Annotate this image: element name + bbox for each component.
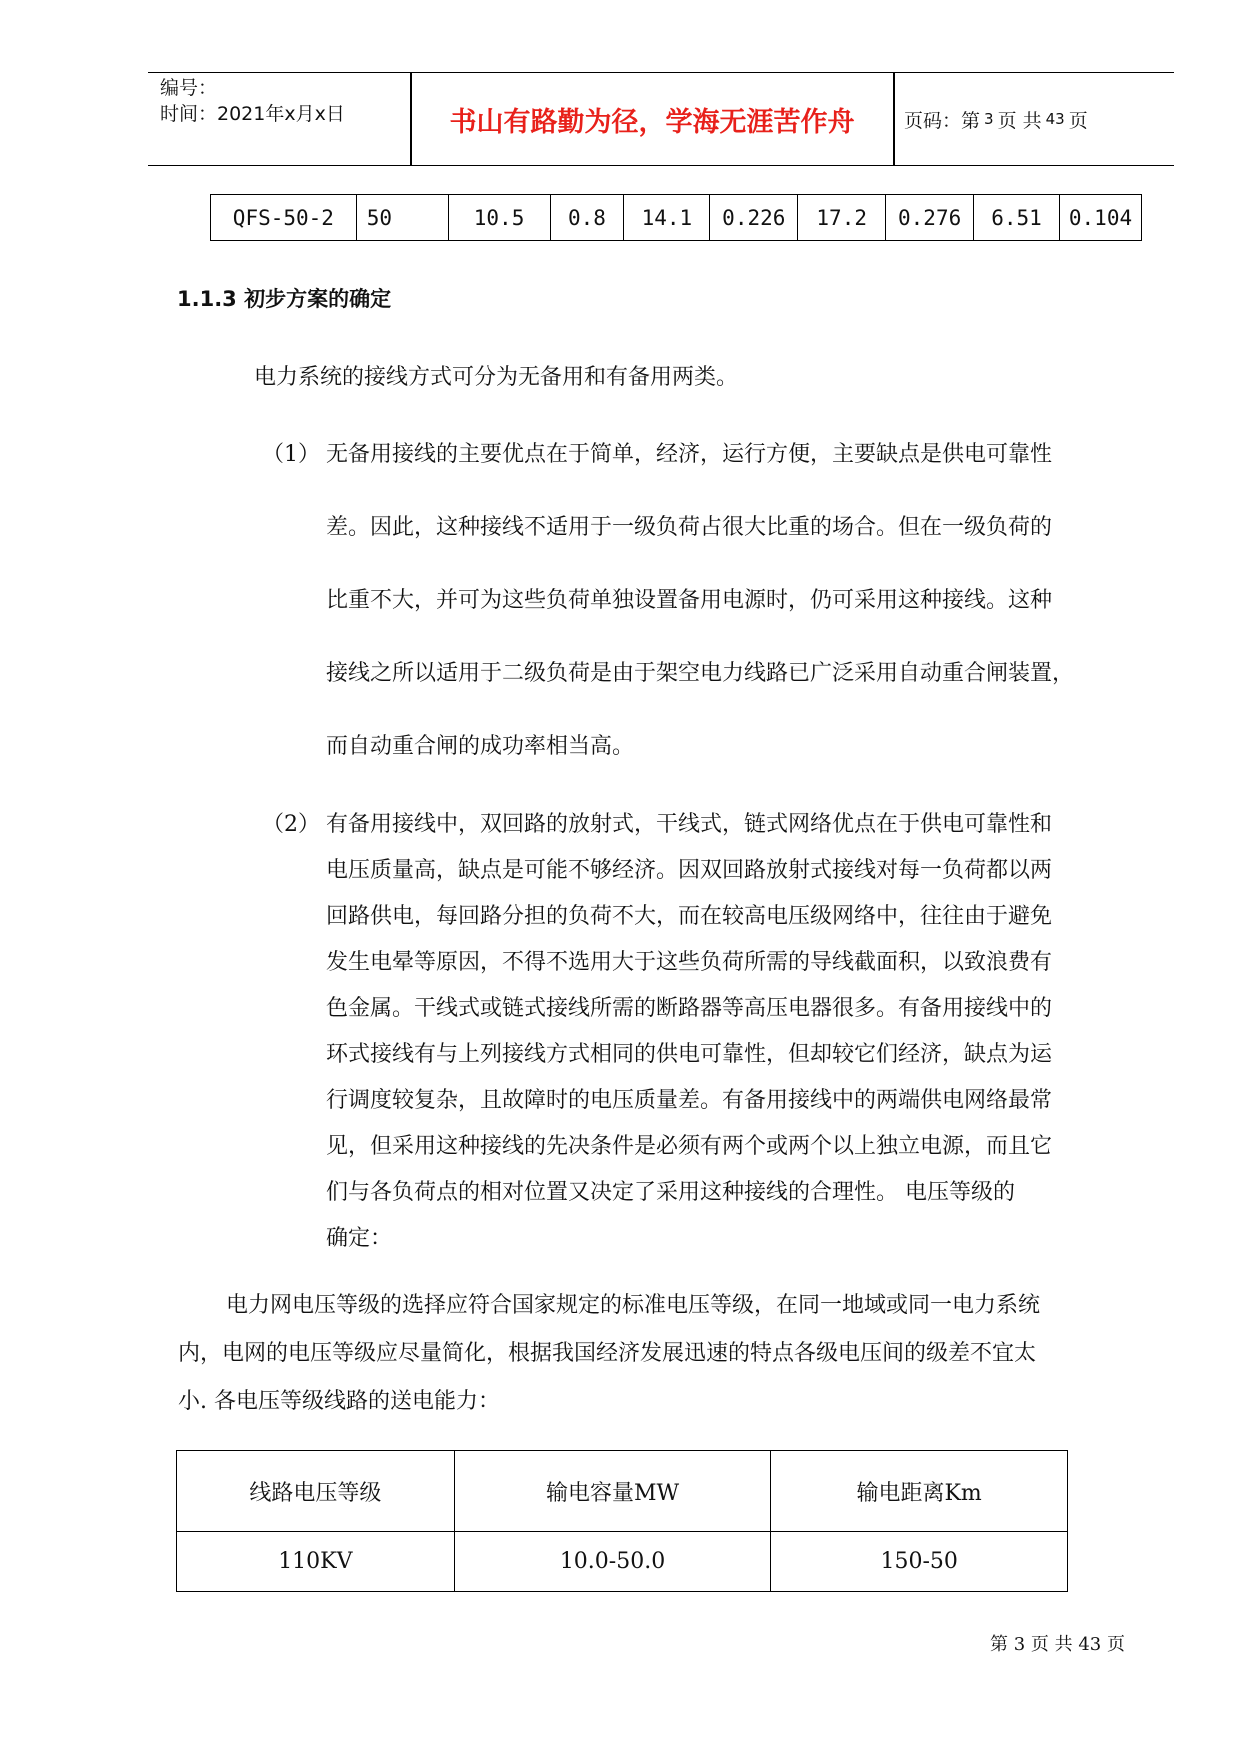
table-cell: 17.2	[798, 195, 886, 241]
header-page-info	[904, 73, 1169, 165]
item1-line: 无备用接线的主要优点在于简单，经济，运行方便，主要缺点是供电可靠性	[326, 442, 1053, 467]
item2-line: 确定：	[326, 1226, 393, 1251]
table-cell: 110KV	[177, 1532, 455, 1592]
item2-line: 发生电晕等原因，不得不选用大于这些负荷所需的导线截面积，以致浪费有	[326, 950, 1053, 975]
voltage-paragraph-line: 小. 各电压等级线路的送电能力：	[178, 1389, 500, 1414]
page-suffix: 页	[1068, 109, 1088, 132]
section-heading: 1.1.3 初步方案的确定	[177, 287, 392, 311]
time-label: 时间：2021年x月x日	[160, 103, 345, 125]
voltage-paragraph-line: 电力网电压等级的选择应符合国家规定的标准电压等级，在同一地域或同一电力系统	[226, 1293, 1041, 1318]
item2-line: 们与各负荷点的相对位置又决定了采用这种接线的合理性。 电压等级的	[326, 1180, 1015, 1205]
item1-line: 接线之所以适用于二级负荷是由于架空电力线路已广泛采用自动重合闸装置，	[326, 661, 1075, 686]
page-current: 3	[984, 110, 994, 128]
table-cell: 10.0-50.0	[454, 1532, 771, 1592]
column-header: 输电距离Km	[771, 1451, 1068, 1532]
item2-line: 色金属。干线式或链式接线所需的断路器等高压电器很多。有备用接线中的	[326, 996, 1053, 1021]
table-cell: 0.8	[550, 195, 624, 241]
column-header: 输电容量MW	[454, 1451, 771, 1532]
item2-line: 有备用接线中，双回路的放射式，干线式，链式网络优点在于供电可靠性和	[326, 812, 1053, 837]
item2-line: 见，但采用这种接线的先决条件是必须有两个或两个以上独立电源，而且它	[326, 1134, 1053, 1159]
table-cell: 0.104	[1060, 195, 1142, 241]
voltage-capacity-table	[176, 1450, 1068, 1592]
page-prefix: 页码：第	[904, 109, 981, 132]
item1-marker: （1）	[262, 442, 320, 467]
table-cell: 10.5	[448, 195, 550, 241]
header-divider	[893, 73, 895, 165]
table-cell: 6.51	[974, 195, 1060, 241]
header-motto: 书山有路勤为径，学海无涯苦作舟	[449, 106, 855, 138]
generator-table	[210, 194, 1142, 241]
table-cell: 14.1	[624, 195, 710, 241]
number-label: 编号：	[160, 77, 218, 99]
page-header	[148, 72, 1174, 166]
page-total: 43	[1045, 110, 1065, 128]
table-cell: 0.226	[710, 195, 798, 241]
table-cell: 150-50	[771, 1532, 1068, 1592]
item1-line: 而自动重合闸的成功率相当高。	[326, 734, 635, 759]
table-row	[211, 195, 1142, 241]
item1-line: 差。因此，这种接线不适用于一级负荷占很大比重的场合。但在一级负荷的	[326, 515, 1053, 540]
table-cell: 0.276	[886, 195, 974, 241]
page-footer: 第 3 页 共 43 页	[990, 1634, 1125, 1655]
table-header-row	[177, 1451, 1068, 1532]
table-cell: QFS-50-2	[211, 195, 357, 241]
item2-line: 回路供电，每回路分担的负荷不大，而在较高电压级网络中，往往由于避免	[326, 904, 1053, 929]
page-middle: 页 共	[997, 109, 1042, 132]
item2-marker: （2）	[262, 812, 320, 837]
item1-line: 比重不大，并可为这些负荷单独设置备用电源时，仍可采用这种接线。这种	[326, 588, 1053, 613]
item2-line: 环式接线有与上列接线方式相同的供电可靠性，但却较它们经济，缺点为运	[326, 1042, 1053, 1067]
table-row	[177, 1532, 1068, 1592]
item2-line: 电压质量高，缺点是可能不够经济。因双回路放射式接线对每一负荷都以两	[326, 858, 1053, 883]
item2-line: 行调度较复杂，且故障时的电压质量差。有备用接线中的两端供电网络最常	[326, 1088, 1053, 1113]
column-header: 线路电压等级	[177, 1451, 455, 1532]
table-cell: 50	[356, 195, 448, 241]
voltage-paragraph-line: 内，电网的电压等级应尽量简化，根据我国经济发展迅速的特点各级电压间的级差不宜太	[178, 1341, 1037, 1366]
header-meta	[160, 73, 415, 165]
intro-paragraph: 电力系统的接线方式可分为无备用和有备用两类。	[254, 365, 739, 390]
